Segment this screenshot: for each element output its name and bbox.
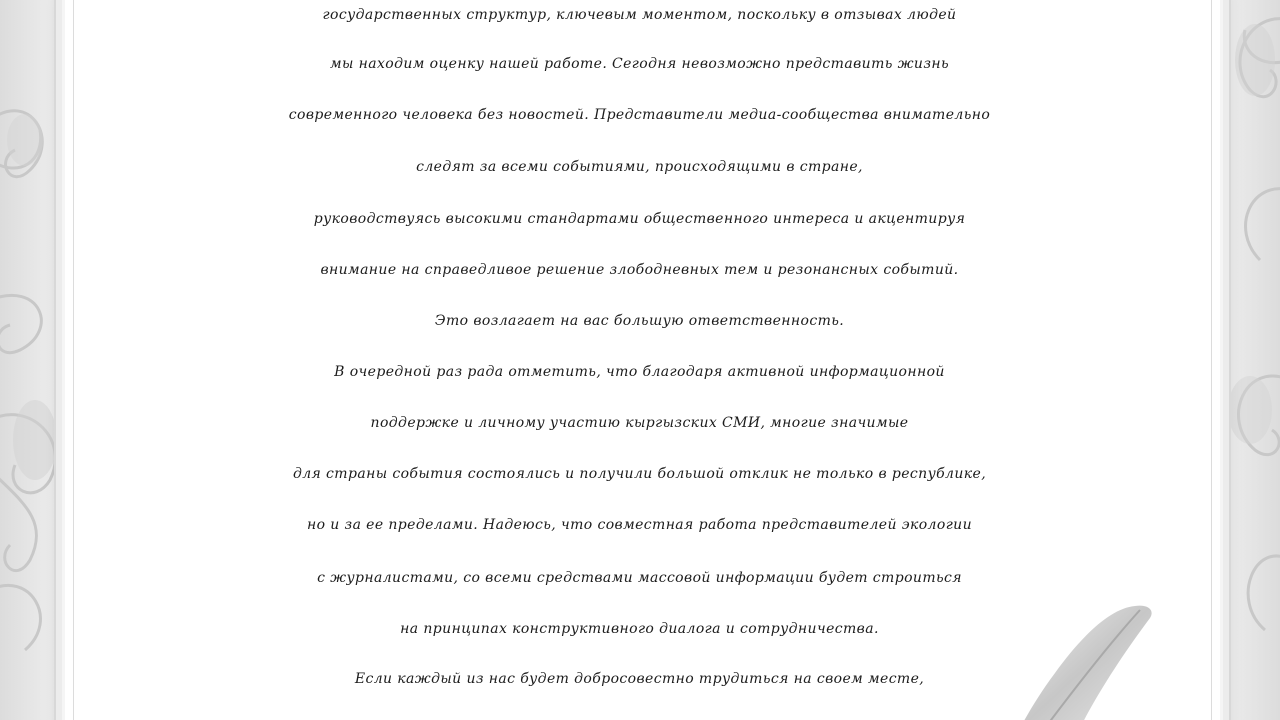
- letter-line: Это возлагает на вас большую ответственность.: [434, 313, 845, 329]
- floral-ornament-icon: [0, 0, 70, 720]
- letter-body: [62, 0, 1217, 720]
- letter-line: но и за ее пределами. Надеюсь, что совместная работа представителей экологии: [306, 517, 973, 533]
- letter-line: современного человека без новостей. Представители медиа-сообщества внимательно: [288, 107, 991, 123]
- letter-line: Если каждый из нас будет добросовестно трудиться на своем месте,: [354, 671, 925, 687]
- letter-line: с журналистами, со всеми средствами массовой информации будет строиться: [317, 570, 962, 586]
- letter-line: В очередной раз рада отметить, что благодаря активной информационной: [334, 364, 945, 380]
- letter-line: следят за всеми событиями, происходящими в стране,: [416, 159, 863, 175]
- letter-line: руководствуясь высокими стандартами общественного интереса и акцентируя: [313, 211, 966, 227]
- letter-line: государственных структур, ключевым моментом, поскольку в отзывах людей: [322, 7, 957, 23]
- letter-line: мы находим оценку нашей работе. Сегодня невозможно представить жизнь: [329, 56, 950, 72]
- letter-line: для страны события состоялись и получили большой отклик не только в республике,: [292, 466, 987, 482]
- letter-line: внимание на справедливое решение злободневных тем и резонансных событий.: [320, 262, 959, 278]
- letter-line: поддержке и личному участию кыргызских СМИ, многие значимые: [370, 415, 909, 431]
- letter-line: на принципах конструктивного диалога и сотрудничества.: [400, 621, 879, 637]
